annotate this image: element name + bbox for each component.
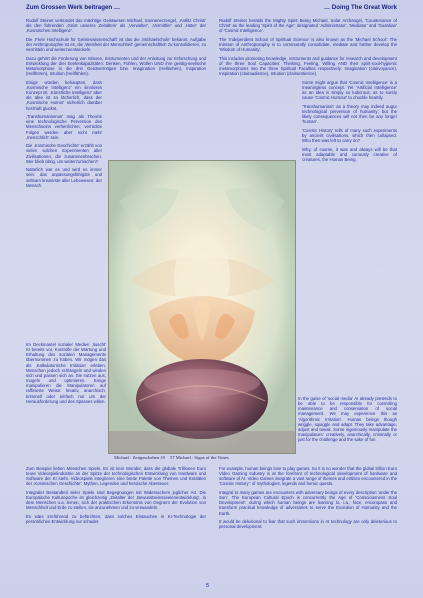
en-paragraph-8-wrap [298,396,397,446]
en-paragraph-9: For example, human beings love to play games. So it is no wonder that the global trillion Euro Video Gaming Industry is at the forefront of technological development of hardware and software of AI. Video Games integrate a vast range of themes and entities encountered in the 'Cosmic History': of mythologies, legends and heroic quests. [219,466,397,487]
en-paragraph-8: In the guise of 'social media' AI already pretends to be able to be responsible for controlling maintenance and conservation of social management. We may experience this as 'Algorithmic Irritation'. Human beings though wriggle, squiggle and adapt. They take advantage, adjust and tweak. Some ingeniously manipulate the manipulators: creatively, anarchically, criminally or just for the challenge and the sake of fun. [298,396,397,443]
en-wrapped-text [302,80,397,162]
de-paragraph-8: Im Deckmantel sozialer Medien ‚tiuscht' KI bereits vor, Kontrolle der Wartung und Erhaltung des sozialen Managements übernommen zu haben. Wir mögen das als ‚Kalkulatorische Irritation' erleben. Menschen jedoch schlängeln und winden sich und passen sich an. Sie nutzen aus, mogeln und optimieren. Einige manipulieren die Manipulatoren auf raffinierte Weise: kreativ, anarchisch, kriminell oder einfach nur um der Herausforderung und des Spasses willen. [26,342,106,404]
de-paragraph-8-wrap [26,342,106,407]
de-paragraph-9: Zum Beispiel lieben Menschen Spiele. Es ist kein Wunder, dass die globale Trillionen Euro teure Videospielindustrie an der Spitze der technologischen Entwicklung von Hardware und Software der KI steht. Videospiele integrieren eine breite Palette von Themen und Entitäten der ‚Kosmischen Geschichte': Mythen, Legenden und heroische Abenteuer. [26,466,206,487]
painting-artwork [109,161,295,453]
de-wrapped-text [26,80,102,188]
left-title: Zum Grossen Werk beitragen … [26,4,121,11]
en-paragraph-10: Integral to many games are encounters with adversary beings of every description 'under the Sun'. The European Cultural Epoch is concurrently the Age of 'Consciousness Soul Development': during which human beings are learning to, i.a., face, encompass and transform practical knowledge of adversaries to serve the Evolution of Humanity and the Earth. [219,490,397,516]
de-paragraph-3: Dazu gehört die Förderung von Wissen, Instrumenten und der Anleitung zur Erforschung und Entwicklung der drei Seelenkapazitäten: Denken, Fühlen, Wollen UND ihre geistig-seelische Metamorphose in die drei Geistvermögen bzw. Imagination (Hellsehen), Inspiration (Hellhören), Intuition (Hellfühlen). [26,55,206,77]
caption-english: 57 Michael : Signs of the Times [170,455,229,460]
en-paragraph-1: Rudolf Steiner heralds the Mighty Spirit Being Michael, Solar Archangel, 'Countenance of Christ' as the leading 'Spirit of the Age': designated 'Administrator', 'Mediator' and 'Guardian' of 'Cosmic Intelligence'. [219,18,397,34]
de-paragraph-1: Rudolf Steiner verkündet das mächtige Geistwesen Michael, Sonnenerzengel, ‚Antlitz Christi' als den führenden ‚Geist unseres Zeitalters' als ‚Verwalter', ‚Vermittler' und ‚Hüter' der ‚Kosmischen Intelligenz'. [26,18,206,34]
de-paragraph-6: Die ‚Kosmische Geschichte' erzählt von vielen solchen Experimenten aller Zivilisationen, die zusammenbrachen. Wer blieb übrig, um weiterzumachen? [26,143,102,164]
en-paragraph-11: It would be delusional to fear that such immersions in AI technology are only deleterious to personal development. [219,519,397,530]
page-number: 5 [206,583,210,589]
de-paragraph-5: ‚Transhumanismus' mag als Theorie eine technologische Perversion des Menschseins verherrlichen; verrückte Folgen werden aber nicht mehr ‚menschlich' sein. [26,114,102,140]
en-paragraph-3: This includes promoting knowledge, instruments and guidance for research and development of the three Soul Capacities: Thinking, Feeling, Willing AND their spirit-soul-hygienic metamorphosis into the three Spiritual Faculties respectively: Imagination (clairvoyance), Inspiration (clairaudience), Intuition (clairsentience). [219,55,397,77]
en-paragraph-7: Why, of course, it was and always will be that most adaptable and curiously creative of creatures, the Human Being. [302,146,397,162]
en-bottom-block [219,466,397,533]
en-paragraph-6: 'Cosmic History' tells of many such experiments by ancient civilisations, which then collapsed. Who then was left to carry on? [302,127,397,144]
de-paragraph-2: Die ‚Freie Hochschule für Geisteswissenschaft' ist das die ‚Michaelschule' bekannt. Aufgabe der Anthroposophie ist es, die ‚Weisheit der Menschheit' gemeinschaftlich zu konsolidieren, zu vermitteln und weiterzuentwickeln. [26,36,206,53]
english-column [219,18,397,165]
de-paragraph-7: Natürlich war es und wird es immer sein: das anpassungsfähigste und seltsam kreativste aller Lebewesen: der Mensch. [26,167,102,188]
de-paragraph-10: Integraler Bestandteil vieler Spiele sind Begegnungen mit Widersachern jeglicher Art. Die Europäische Kulturepoche ist gleichzeitig ‚Zeitalter der ‚Bewusstseinsseelenentwicklung', in dem Menschen u.a. lernen, sich der praktischen Erkenntnis von Gegnern der Evolution von Menschheit und Erde zu stellen, sie anzunehmen und zu verwandeln. [26,490,206,511]
en-paragraph-2: The 'Independent School of Spiritual Science' is also known as the 'Michael School'. The mission of Anthroposophy is to communally consolidate, mediate and further develop the 'Wisdom of Humanity'. [219,36,397,53]
de-paragraph-11: Es wäre irreführend zu befürchten, dass solches Eintauchen in KI-Technologie der persönlichen Entwicklung nur schadet. [26,514,206,525]
en-paragraph-5: 'Transhumanism' as a theory may indeed augur technological perversion of humanity; but the likely consequences will not then be any longer 'human'. [302,103,397,125]
right-title: … Doing The Great Work [323,4,397,11]
de-bottom-block [26,466,206,528]
figure-caption [114,455,314,460]
michael-painting [108,160,296,454]
caption-german: Michael : Zeitgeschehen 19 [114,455,165,460]
de-paragraph-4: Einige würden behaupten, dass ‚Kosmische Intelligenz' ein sinnloses Konzept ist. ‚Künstliche Intelligenz' aber als Idee ist so lächerlich, dass der ‚Kosmische Humor' sicherlich darüber herzhaft gluckst. [26,79,102,111]
en-paragraph-4: Some might argue that 'Cosmic Intelligence' is a meaningless concept. Yet 'Artificial Intelligence' as an idea is simply so ludicrous, as to surely cause 'Cosmic Humour' to chuckle heartily. [302,79,397,101]
